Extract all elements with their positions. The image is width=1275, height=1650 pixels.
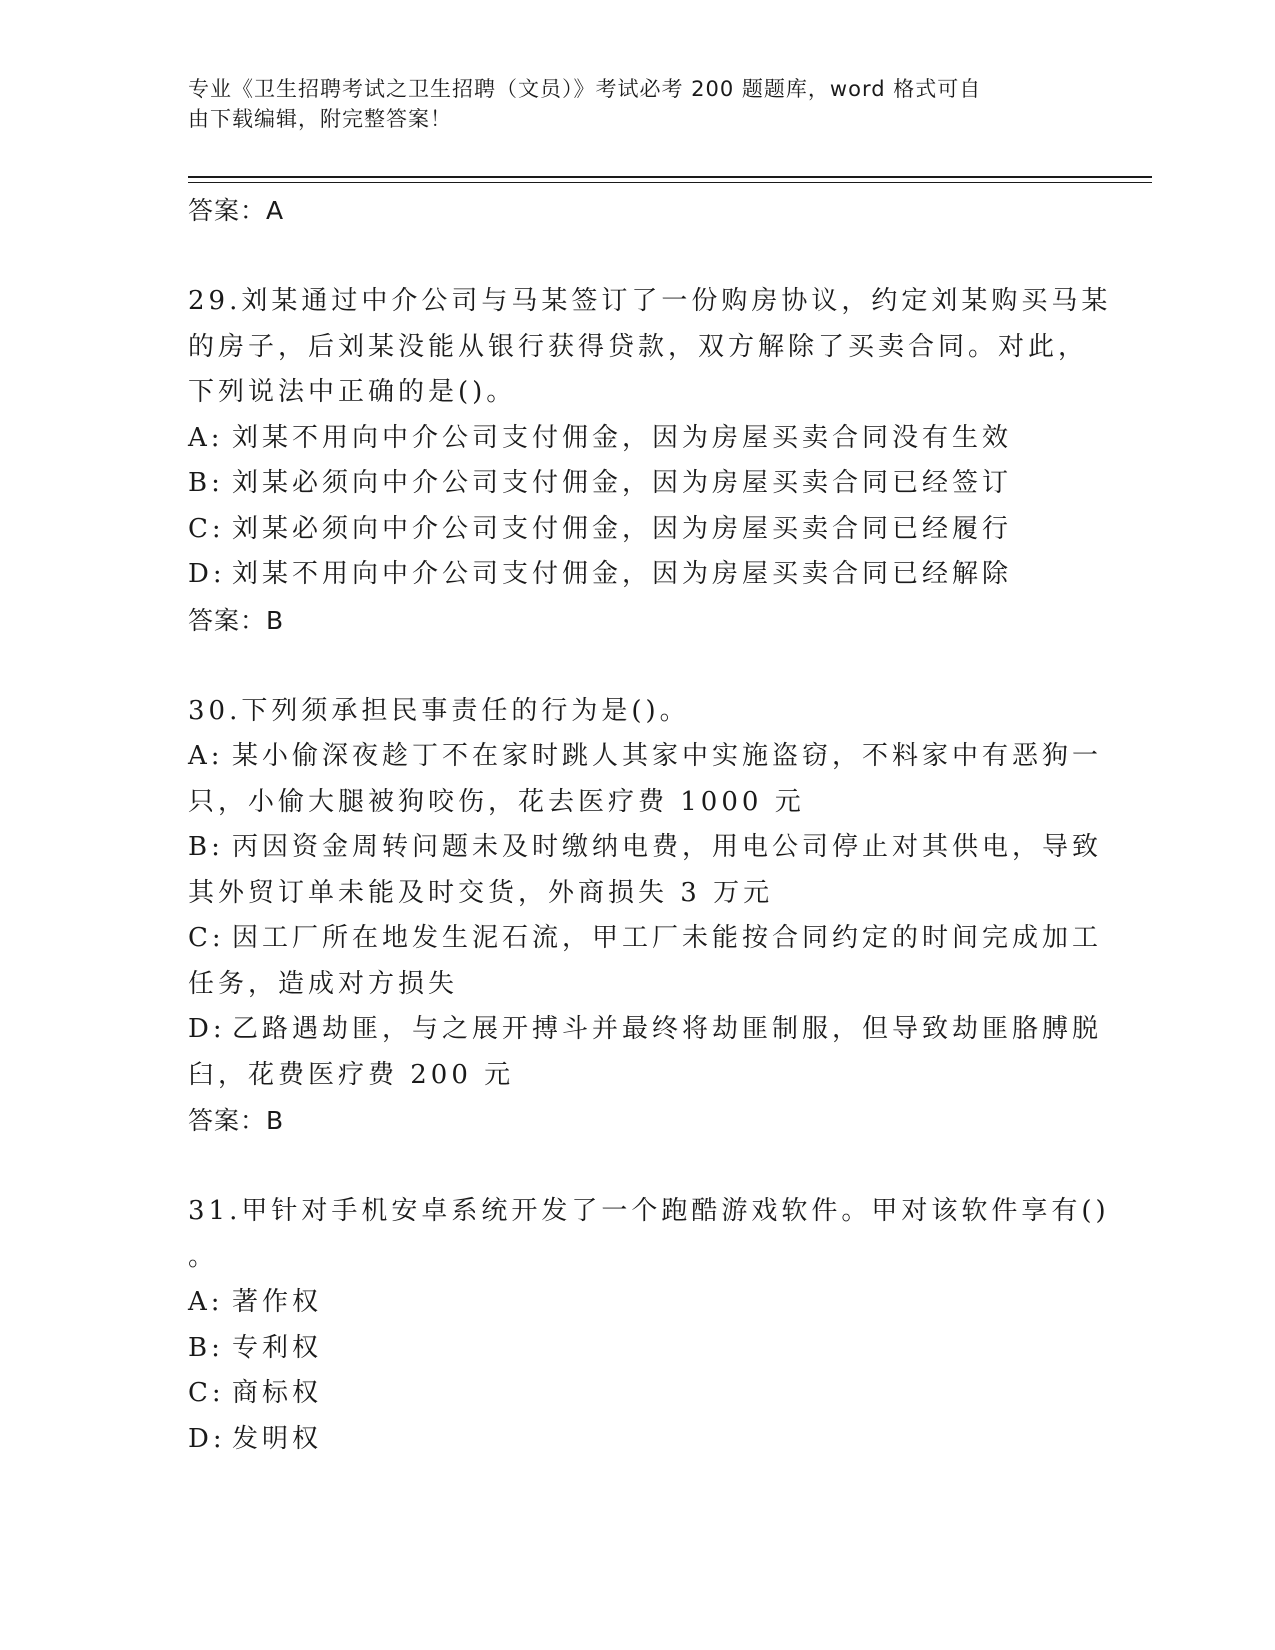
question-29	[188, 279, 1112, 644]
option-key: A:	[188, 1287, 224, 1317]
question-text-line: 30.下列须承担民事责任的行为是()。	[188, 695, 690, 726]
option-text: 商标权	[232, 1378, 323, 1408]
option-text: 著作权	[232, 1287, 323, 1317]
option-key: A:	[188, 422, 224, 453]
option-text: 刘某不用向中介公司支付佣金，因为房屋买卖合同没有生效	[232, 422, 1013, 453]
question-text-line: 29.刘某通过中介公司与马某签订了一份购房协议，约定刘某购买马某	[188, 286, 1112, 316]
option-text: 刘某必须向中介公司支付佣金，因为房屋买卖合同已经签订	[232, 468, 1013, 498]
option-c	[188, 916, 1103, 962]
document-body	[188, 188, 1112, 1462]
option-key: B:	[188, 832, 224, 862]
option-b	[188, 1326, 1088, 1372]
header-line-2: 由下载编辑，附完整答案！	[188, 107, 452, 131]
option-b	[188, 825, 1103, 871]
header-divider-thick	[188, 176, 1152, 178]
option-text: 刘某必须向中介公司支付佣金，因为房屋买卖合同已经履行	[232, 513, 1013, 544]
header-divider-thin	[188, 182, 1152, 183]
option-key: D:	[188, 1423, 226, 1454]
question-30	[188, 689, 1103, 1145]
option-text: 乙路遇劫匪，与之展开搏斗并最终将劫匪制服，但导致劫匪胳膊脱	[232, 1014, 1103, 1044]
option-c	[188, 507, 1088, 553]
option-text: 因工厂所在地发生泥石流，甲工厂未能按合同约定的时间完成加工	[232, 923, 1103, 953]
option-b-continuation: 其外贸订单未能及时交货，外商损失 3 万元	[188, 877, 774, 908]
previous-answer: 答案：A	[188, 196, 285, 225]
option-key: D:	[188, 559, 226, 589]
option-c-continuation: 任务，造成对方损失	[188, 968, 459, 999]
option-d	[188, 1007, 1103, 1053]
option-key: C:	[188, 513, 225, 544]
option-a	[188, 416, 1088, 462]
answer-line: 答案：B	[188, 1106, 285, 1135]
spacer	[188, 1144, 1088, 1189]
option-d	[188, 552, 1088, 598]
question-31	[188, 1189, 1110, 1462]
option-a	[188, 1280, 1088, 1326]
option-key: A:	[188, 741, 224, 771]
spacer	[188, 234, 1088, 279]
question-text-line: 31.甲针对手机安卓系统开发了一个跑酷游戏软件。甲对该软件享有()	[188, 1196, 1110, 1226]
option-text: 某小偷深夜趁丁不在家时跳人其家中实施盗窃，不料家中有恶狗一	[232, 741, 1103, 771]
option-key: C:	[188, 923, 225, 953]
option-key: B:	[188, 1332, 224, 1363]
option-b	[188, 461, 1088, 507]
header-line-1: 专业《卫生招聘考试之卫生招聘（文员）》考试必考 200 题题库，word 格式可自	[188, 77, 982, 101]
option-d-continuation: 臼，花费医疗费 200 元	[188, 1059, 515, 1090]
option-c	[188, 1371, 1088, 1417]
option-key: D:	[188, 1014, 226, 1044]
option-key: B:	[188, 468, 224, 498]
option-text: 丙因资金周转问题未及时缴纳电费，用电公司停止对其供电，导致	[232, 832, 1103, 862]
option-text: 刘某不用向中介公司支付佣金，因为房屋买卖合同已经解除	[232, 559, 1013, 589]
spacer	[188, 644, 1088, 689]
option-key: C:	[188, 1378, 225, 1408]
option-text: 发明权	[232, 1423, 323, 1454]
page-header	[188, 74, 1068, 134]
option-a-continuation: 只，小偷大腿被狗咬伤，花去医疗费 1000 元	[188, 786, 805, 817]
question-text-line: 的房子，后刘某没能从银行获得贷款，双方解除了买卖合同。对此，	[188, 331, 1089, 362]
question-text-line: 下列说法中正确的是()。	[188, 377, 517, 407]
option-text: 专利权	[232, 1332, 323, 1363]
option-d	[188, 1417, 1088, 1463]
option-a	[188, 734, 1103, 780]
answer-line: 答案：B	[188, 605, 285, 635]
question-text-line: 。	[188, 1241, 219, 1272]
